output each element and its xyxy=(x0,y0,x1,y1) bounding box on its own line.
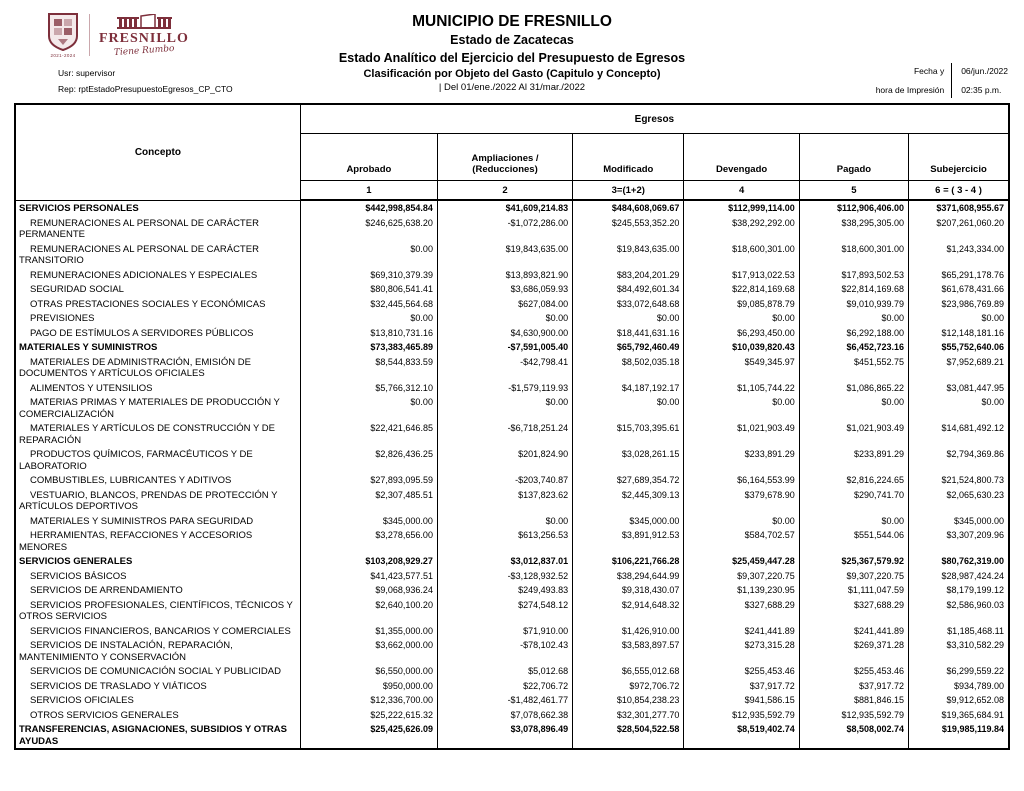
value-cell: $233,891.29 xyxy=(684,447,799,473)
value-cell: $1,111,047.59 xyxy=(799,583,908,598)
municipality-title: MUNICIPIO DE FRESNILLO xyxy=(412,13,612,30)
column-number-header: 2 xyxy=(437,181,572,201)
value-cell: $106,221,766.28 xyxy=(573,554,684,569)
value-cell: $371,608,955.67 xyxy=(909,200,1009,216)
value-cell: $0.00 xyxy=(799,514,908,529)
value-cell: $14,681,492.12 xyxy=(909,421,1009,447)
value-cell: $22,706.72 xyxy=(437,679,572,694)
value-cell: $6,293,450.00 xyxy=(684,326,799,341)
table-row xyxy=(15,598,1009,624)
value-cell: $0.00 xyxy=(684,395,799,421)
concept-cell: MATERIALES DE ADMINISTRACIÓN, EMISIÓN DE DOCUMENTOS Y ARTÍCULOS OFICIALES xyxy=(15,355,300,381)
city-name: FRESNILLO xyxy=(99,31,189,46)
print-date-label: Fecha y xyxy=(913,66,945,76)
value-cell: $241,441.89 xyxy=(684,624,799,639)
value-cell: $0.00 xyxy=(300,395,437,421)
value-cell: $0.00 xyxy=(573,395,684,421)
value-cell: $1,021,903.49 xyxy=(799,421,908,447)
column-number-header: 3=(1+2) xyxy=(573,181,684,201)
value-cell: $4,187,192.17 xyxy=(573,381,684,396)
value-cell: $1,086,865.22 xyxy=(799,381,908,396)
value-cell: $627,084.00 xyxy=(437,297,572,312)
value-cell: $3,307,209.96 xyxy=(909,528,1009,554)
column-header: Devengado xyxy=(684,134,799,181)
value-cell: $345,000.00 xyxy=(909,514,1009,529)
value-cell: $0.00 xyxy=(300,242,437,268)
value-cell: $19,985,119.84 xyxy=(909,722,1009,749)
value-cell: $269,371.28 xyxy=(799,638,908,664)
value-cell: $25,425,626.09 xyxy=(300,722,437,749)
table-row xyxy=(15,311,1009,326)
concept-cell: REMUNERACIONES AL PERSONAL DE CARÁCTER PERMANENTE xyxy=(15,216,300,242)
concept-cell: SERVICIOS OFICIALES xyxy=(15,693,300,708)
value-cell: $249,493.83 xyxy=(437,583,572,598)
value-cell: $55,752,640.06 xyxy=(909,340,1009,355)
value-cell: $0.00 xyxy=(909,395,1009,421)
value-cell: $484,608,069.67 xyxy=(573,200,684,216)
value-cell: $584,702.57 xyxy=(684,528,799,554)
value-cell: $18,441,631.16 xyxy=(573,326,684,341)
value-cell: $13,810,731.16 xyxy=(300,326,437,341)
value-cell: $379,678.90 xyxy=(684,488,799,514)
value-cell: $327,688.29 xyxy=(684,598,799,624)
value-cell: $27,689,354.72 xyxy=(573,473,684,488)
value-cell: $83,204,201.29 xyxy=(573,268,684,283)
value-cell: $8,544,833.59 xyxy=(300,355,437,381)
table-row xyxy=(15,693,1009,708)
value-cell: $28,504,522.58 xyxy=(573,722,684,749)
table-row xyxy=(15,473,1009,488)
value-cell: $22,814,169.68 xyxy=(799,282,908,297)
value-cell: $3,081,447.95 xyxy=(909,381,1009,396)
value-cell: $9,068,936.24 xyxy=(300,583,437,598)
concept-cell: OTRAS PRESTACIONES SOCIALES Y ECONÓMICAS xyxy=(15,297,300,312)
value-cell: $10,039,820.43 xyxy=(684,340,799,355)
value-cell: $12,935,592.79 xyxy=(684,708,799,723)
column-number-header: 6 = ( 3 - 4 ) xyxy=(909,181,1009,201)
value-cell: $2,826,436.25 xyxy=(300,447,437,473)
value-cell: $1,021,903.49 xyxy=(684,421,799,447)
table-row xyxy=(15,708,1009,723)
value-cell: $12,148,181.16 xyxy=(909,326,1009,341)
concept-cell: MATERIALES Y SUMINISTROS PARA SEGURIDAD xyxy=(15,514,300,529)
value-cell: -$203,740.87 xyxy=(437,473,572,488)
value-cell: $442,998,854.84 xyxy=(300,200,437,216)
value-cell: $934,789.00 xyxy=(909,679,1009,694)
value-cell: $6,292,188.00 xyxy=(799,326,908,341)
state-title: Estado de Zacatecas xyxy=(450,33,574,47)
value-cell: $2,065,630.23 xyxy=(909,488,1009,514)
concept-cell: SERVICIOS DE ARRENDAMIENTO xyxy=(15,583,300,598)
table-row xyxy=(15,395,1009,421)
column-number-header: 5 xyxy=(799,181,908,201)
value-cell: $9,307,220.75 xyxy=(684,569,799,584)
value-cell: $0.00 xyxy=(909,311,1009,326)
value-cell: $4,630,900.00 xyxy=(437,326,572,341)
table-row xyxy=(15,679,1009,694)
value-cell: $0.00 xyxy=(300,311,437,326)
concept-cell: SERVICIOS GENERALES xyxy=(15,554,300,569)
value-cell: $71,910.00 xyxy=(437,624,572,639)
value-cell: $451,552.75 xyxy=(799,355,908,381)
value-cell: $255,453.46 xyxy=(684,664,799,679)
concept-cell: SERVICIOS PERSONALES xyxy=(15,200,300,216)
value-cell: $22,814,169.68 xyxy=(684,282,799,297)
table-row xyxy=(15,421,1009,447)
value-cell: $0.00 xyxy=(799,311,908,326)
value-cell: $8,508,002.74 xyxy=(799,722,908,749)
value-cell: $65,792,460.49 xyxy=(573,340,684,355)
city-slogan: Tiene Rumbo xyxy=(113,43,175,59)
value-cell: $65,291,178.76 xyxy=(909,268,1009,283)
concept-cell: PAGO DE ESTÍMULOS A SERVIDORES PÚBLICOS xyxy=(15,326,300,341)
print-meta xyxy=(876,63,1008,98)
value-cell: -$7,591,005.40 xyxy=(437,340,572,355)
value-cell: $3,662,000.00 xyxy=(300,638,437,664)
concept-cell: SERVICIOS DE INSTALACIÓN, REPARACIÓN, MANTENIMIENTO Y CONSERVACIÓN xyxy=(15,638,300,664)
concept-cell: SERVICIOS DE COMUNICACIÓN SOCIAL Y PUBLICIDAD xyxy=(15,664,300,679)
value-cell: $8,519,402.74 xyxy=(684,722,799,749)
value-cell: -$6,718,251.24 xyxy=(437,421,572,447)
value-cell: -$1,072,286.00 xyxy=(437,216,572,242)
concept-cell: SEGURIDAD SOCIAL xyxy=(15,282,300,297)
value-cell: $9,010,939.79 xyxy=(799,297,908,312)
value-cell: $33,072,648.68 xyxy=(573,297,684,312)
value-cell: $19,843,635.00 xyxy=(573,242,684,268)
value-cell: $137,823.62 xyxy=(437,488,572,514)
column-number-header: 1 xyxy=(300,181,437,201)
value-cell: $3,028,261.15 xyxy=(573,447,684,473)
value-cell: $28,987,424.24 xyxy=(909,569,1009,584)
table-row xyxy=(15,242,1009,268)
table-row xyxy=(15,340,1009,355)
table-row xyxy=(15,216,1009,242)
value-cell: $2,914,648.32 xyxy=(573,598,684,624)
value-cell: $61,678,431.66 xyxy=(909,282,1009,297)
value-cell: $37,917.72 xyxy=(799,679,908,694)
concept-cell: REMUNERACIONES AL PERSONAL DE CARÁCTER TRANSITORIO xyxy=(15,242,300,268)
value-cell: $2,794,369.86 xyxy=(909,447,1009,473)
concept-cell: SERVICIOS FINANCIEROS, BANCARIOS Y COMERCIALES xyxy=(15,624,300,639)
column-number-header: 4 xyxy=(684,181,799,201)
value-cell: $21,524,800.73 xyxy=(909,473,1009,488)
concept-cell: OTROS SERVICIOS GENERALES xyxy=(15,708,300,723)
concept-cell: TRANSFERENCIAS, ASIGNACIONES, SUBSIDIOS Y OTRAS AYUDAS xyxy=(15,722,300,749)
value-cell: $5,766,312.10 xyxy=(300,381,437,396)
concept-cell: MATERIALES Y SUMINISTROS xyxy=(15,340,300,355)
value-cell: -$1,579,119.93 xyxy=(437,381,572,396)
value-cell: $6,299,559.22 xyxy=(909,664,1009,679)
value-cell: $345,000.00 xyxy=(300,514,437,529)
value-cell: $8,179,199.12 xyxy=(909,583,1009,598)
value-cell: $241,441.89 xyxy=(799,624,908,639)
value-cell: $327,688.29 xyxy=(799,598,908,624)
value-cell: $2,640,100.20 xyxy=(300,598,437,624)
value-cell: $1,105,744.22 xyxy=(684,381,799,396)
value-cell: $23,986,769.89 xyxy=(909,297,1009,312)
report-id-line: Rep: rptEstadoPresupuestoEgresos_CP_CTO xyxy=(58,84,233,94)
user-line: Usr: supervisor xyxy=(58,68,116,78)
print-date-value: 06/jun./2022 xyxy=(961,66,1008,76)
value-cell: $0.00 xyxy=(573,311,684,326)
column-header: Modificado xyxy=(573,134,684,181)
value-cell: $950,000.00 xyxy=(300,679,437,694)
value-cell: $0.00 xyxy=(684,311,799,326)
value-cell: $290,741.70 xyxy=(799,488,908,514)
concept-cell: MATERIAS PRIMAS Y MATERIALES DE PRODUCCIÓN Y COMERCIALIZACIÓN xyxy=(15,395,300,421)
table-row xyxy=(15,381,1009,396)
value-cell: $2,816,224.65 xyxy=(799,473,908,488)
table-row xyxy=(15,488,1009,514)
value-cell: -$42,798.41 xyxy=(437,355,572,381)
value-cell: $80,806,541.41 xyxy=(300,282,437,297)
concept-cell: VESTUARIO, BLANCOS, PRENDAS DE PROTECCIÓN Y ARTÍCULOS DEPORTIVOS xyxy=(15,488,300,514)
classification-title: Clasificación por Objeto del Gasto (Capitulo y Concepto) xyxy=(363,68,661,80)
value-cell: $25,367,579.92 xyxy=(799,554,908,569)
value-cell: $25,459,447.28 xyxy=(684,554,799,569)
value-cell: $3,078,896.49 xyxy=(437,722,572,749)
column-header: Ampliaciones / (Reducciones) xyxy=(437,134,572,181)
value-cell: $12,336,700.00 xyxy=(300,693,437,708)
value-cell: $551,544.06 xyxy=(799,528,908,554)
table-row xyxy=(15,297,1009,312)
column-header: Aprobado xyxy=(300,134,437,181)
value-cell: $37,917.72 xyxy=(684,679,799,694)
value-cell: $32,301,277.70 xyxy=(573,708,684,723)
value-cell: $10,854,238.23 xyxy=(573,693,684,708)
value-cell: $201,824.90 xyxy=(437,447,572,473)
table-head xyxy=(15,104,1009,200)
table-row xyxy=(15,638,1009,664)
value-cell: $3,686,059.93 xyxy=(437,282,572,297)
value-cell: $274,548.12 xyxy=(437,598,572,624)
table-row xyxy=(15,514,1009,529)
value-cell: $15,703,395.61 xyxy=(573,421,684,447)
value-cell: $246,625,638.20 xyxy=(300,216,437,242)
table-row xyxy=(15,268,1009,283)
value-cell: $84,492,601.34 xyxy=(573,282,684,297)
concept-cell: PREVISIONES xyxy=(15,311,300,326)
value-cell: $38,295,305.00 xyxy=(799,216,908,242)
concept-cell: HERRAMIENTAS, REFACCIONES Y ACCESORIOS MENORES xyxy=(15,528,300,554)
value-cell: $3,583,897.57 xyxy=(573,638,684,664)
value-cell: $273,315.28 xyxy=(684,638,799,664)
value-cell: $2,307,485.51 xyxy=(300,488,437,514)
concept-cell: PRODUCTOS QUÍMICOS, FARMACÉUTICOS Y DE LABORATORIO xyxy=(15,447,300,473)
value-cell: $255,453.46 xyxy=(799,664,908,679)
value-cell: $12,935,592.79 xyxy=(799,708,908,723)
value-cell: $972,706.72 xyxy=(573,679,684,694)
value-cell: $1,243,334.00 xyxy=(909,242,1009,268)
table-row xyxy=(15,554,1009,569)
table-row xyxy=(15,569,1009,584)
concept-cell: SERVICIOS DE TRASLADO Y VIÁTICOS xyxy=(15,679,300,694)
concept-cell: SERVICIOS PROFESIONALES, CIENTÍFICOS, TÉCNICOS Y OTROS SERVICIOS xyxy=(15,598,300,624)
value-cell: -$1,482,461.77 xyxy=(437,693,572,708)
title-block xyxy=(0,13,1024,93)
table-row xyxy=(15,355,1009,381)
column-header: Pagado xyxy=(799,134,908,181)
value-cell: $0.00 xyxy=(799,395,908,421)
value-cell: $25,222,615.32 xyxy=(300,708,437,723)
value-cell: $1,355,000.00 xyxy=(300,624,437,639)
value-cell: $6,164,553.99 xyxy=(684,473,799,488)
value-cell: $19,365,684.91 xyxy=(909,708,1009,723)
concept-cell: ALIMENTOS Y UTENSILIOS xyxy=(15,381,300,396)
value-cell: $9,085,878.79 xyxy=(684,297,799,312)
value-cell: $0.00 xyxy=(437,395,572,421)
crest-caption: 2021-2024 xyxy=(50,53,76,58)
value-cell: $69,310,379.39 xyxy=(300,268,437,283)
column-header: Subejercicio xyxy=(909,134,1009,181)
print-time-label: hora de Impresión xyxy=(875,85,945,95)
value-cell: $5,012.68 xyxy=(437,664,572,679)
value-cell: $1,185,468.11 xyxy=(909,624,1009,639)
table-row xyxy=(15,722,1009,749)
value-cell: $17,893,502.53 xyxy=(799,268,908,283)
value-cell: $3,278,656.00 xyxy=(300,528,437,554)
egresos-group-header: Egresos xyxy=(300,104,1009,134)
value-cell: $1,426,910.00 xyxy=(573,624,684,639)
value-cell: $1,139,230.95 xyxy=(684,583,799,598)
value-cell: $19,843,635.00 xyxy=(437,242,572,268)
print-meta-labels xyxy=(876,63,952,98)
value-cell: $17,913,022.53 xyxy=(684,268,799,283)
value-cell: $613,256.53 xyxy=(437,528,572,554)
value-cell: -$3,128,932.52 xyxy=(437,569,572,584)
concept-cell: COMBUSTIBLES, LUBRICANTES Y ADITIVOS xyxy=(15,473,300,488)
value-cell: $6,555,012.68 xyxy=(573,664,684,679)
table-row xyxy=(15,528,1009,554)
value-cell: $0.00 xyxy=(437,514,572,529)
value-cell: $41,609,214.83 xyxy=(437,200,572,216)
value-cell: $7,078,662.38 xyxy=(437,708,572,723)
concept-cell: SERVICIOS BÁSICOS xyxy=(15,569,300,584)
table-row xyxy=(15,447,1009,473)
value-cell: $2,586,960.03 xyxy=(909,598,1009,624)
value-cell: $32,445,564.68 xyxy=(300,297,437,312)
period-line: | Del 01/ene./2022 Al 31/mar./2022 xyxy=(438,82,586,93)
value-cell: $18,600,301.00 xyxy=(684,242,799,268)
value-cell: $18,600,301.00 xyxy=(799,242,908,268)
value-cell: $27,893,095.59 xyxy=(300,473,437,488)
value-cell: $3,012,837.01 xyxy=(437,554,572,569)
value-cell: $22,421,646.85 xyxy=(300,421,437,447)
budget-table xyxy=(14,103,1010,750)
value-cell: $80,762,319.00 xyxy=(909,554,1009,569)
value-cell: $233,891.29 xyxy=(799,447,908,473)
value-cell: $3,310,582.29 xyxy=(909,638,1009,664)
value-cell: $41,423,577.51 xyxy=(300,569,437,584)
value-cell: $9,912,652.08 xyxy=(909,693,1009,708)
concept-cell: MATERIALES Y ARTÍCULOS DE CONSTRUCCIÓN Y DE REPARACIÓN xyxy=(15,421,300,447)
table-row xyxy=(15,624,1009,639)
value-cell: $881,846.15 xyxy=(799,693,908,708)
table-row xyxy=(15,664,1009,679)
value-cell: $8,502,035.18 xyxy=(573,355,684,381)
value-cell: $9,307,220.75 xyxy=(799,569,908,584)
concept-column-header: Concepto xyxy=(15,104,300,200)
value-cell: $38,294,644.99 xyxy=(573,569,684,584)
table-row xyxy=(15,282,1009,297)
table-row xyxy=(15,583,1009,598)
value-cell: $6,452,723.16 xyxy=(799,340,908,355)
value-cell: $112,999,114.00 xyxy=(684,200,799,216)
value-cell: $549,345.97 xyxy=(684,355,799,381)
table-body xyxy=(15,200,1009,749)
value-cell: $0.00 xyxy=(437,311,572,326)
report-title: Estado Analítico del Ejercicio del Presupuesto de Egresos xyxy=(338,51,686,65)
value-cell: $245,553,352.20 xyxy=(573,216,684,242)
print-time-value: 02:35 p.m. xyxy=(961,85,1002,95)
value-cell: $3,891,912.53 xyxy=(573,528,684,554)
value-cell: $0.00 xyxy=(684,514,799,529)
value-cell: $941,586.15 xyxy=(684,693,799,708)
value-cell: $7,952,689.21 xyxy=(909,355,1009,381)
value-cell: $112,906,406.00 xyxy=(799,200,908,216)
print-meta-values xyxy=(951,63,1008,98)
value-cell: $207,261,060.20 xyxy=(909,216,1009,242)
value-cell: $73,383,465.89 xyxy=(300,340,437,355)
concept-cell: REMUNERACIONES ADICIONALES Y ESPECIALES xyxy=(15,268,300,283)
table-row xyxy=(15,200,1009,216)
value-cell: $2,445,309.13 xyxy=(573,488,684,514)
value-cell: $6,550,000.00 xyxy=(300,664,437,679)
value-cell: $9,318,430.07 xyxy=(573,583,684,598)
value-cell: $13,893,821.90 xyxy=(437,268,572,283)
value-cell: $38,292,292.00 xyxy=(684,216,799,242)
value-cell: -$78,102.43 xyxy=(437,638,572,664)
table-row xyxy=(15,326,1009,341)
value-cell: $103,208,929.27 xyxy=(300,554,437,569)
value-cell: $345,000.00 xyxy=(573,514,684,529)
